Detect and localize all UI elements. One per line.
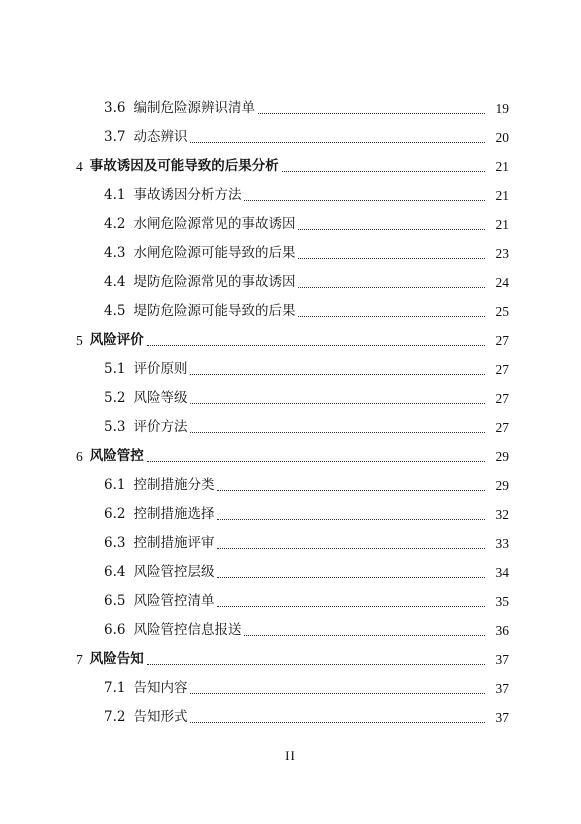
toc-entry-page-number: 37 xyxy=(495,709,509,725)
toc-entry-title: 水闸危险源常见的事故诱因 xyxy=(133,215,296,232)
toc-entry-number: 5.3 xyxy=(104,418,126,435)
toc-dot-leader xyxy=(298,229,485,230)
toc-entry-title: 风险管控层级 xyxy=(133,563,215,580)
toc-entry-title: 风险管控 xyxy=(89,447,144,464)
toc-dot-leader xyxy=(190,722,485,723)
toc-entry-number: 4.3 xyxy=(104,244,126,261)
toc-entry-title: 堤防危险源可能导致的后果 xyxy=(133,302,296,319)
toc-section-entry[interactable] xyxy=(0,181,581,210)
toc-entry-page-number: 29 xyxy=(495,448,509,464)
toc-entry-number: 6.5 xyxy=(104,592,126,609)
toc-section-entry[interactable] xyxy=(0,529,581,558)
toc-entry-title: 事故诱因及可能导致的后果分析 xyxy=(89,157,279,174)
toc-dot-leader xyxy=(147,461,485,462)
toc-chapter-entry[interactable] xyxy=(0,442,581,471)
toc-section-entry[interactable] xyxy=(0,413,581,442)
toc-entry-number: 7.1 xyxy=(104,679,126,696)
toc-entry-number: 4.5 xyxy=(104,302,126,319)
toc-entry-number: 4.1 xyxy=(104,186,126,203)
toc-chapter-entry[interactable] xyxy=(0,152,581,181)
toc-dot-leader xyxy=(217,606,485,607)
toc-dot-leader xyxy=(282,171,485,172)
toc-entry-title: 控制措施评审 xyxy=(133,534,215,551)
toc-entry-number: 5 xyxy=(76,332,83,348)
toc-entry-page-number: 32 xyxy=(495,506,509,522)
toc-entry-page-number: 27 xyxy=(495,419,509,435)
toc-entry-page-number: 36 xyxy=(495,622,509,638)
toc-entry-title: 告知形式 xyxy=(133,708,188,725)
toc-dot-leader xyxy=(217,519,485,520)
toc-section-entry[interactable] xyxy=(0,210,581,239)
toc-section-entry[interactable] xyxy=(0,123,581,152)
toc-section-entry[interactable] xyxy=(0,500,581,529)
toc-entry-number: 7.2 xyxy=(104,708,126,725)
toc-dot-leader xyxy=(190,142,485,143)
toc-entry-number: 4.2 xyxy=(104,215,126,232)
toc-dot-leader xyxy=(217,490,485,491)
toc-dot-leader xyxy=(217,548,485,549)
toc-entry-page-number: 25 xyxy=(495,303,509,319)
toc-section-entry[interactable] xyxy=(0,558,581,587)
toc-entry-title: 风险评价 xyxy=(89,331,144,348)
toc-entry-page-number: 21 xyxy=(495,187,509,203)
toc-dot-leader xyxy=(190,432,485,433)
toc-entry-page-number: 34 xyxy=(495,564,509,580)
toc-dot-leader xyxy=(298,258,485,259)
page-number-footer: II xyxy=(285,748,296,763)
toc-section-entry[interactable] xyxy=(0,384,581,413)
toc-dot-leader xyxy=(190,374,485,375)
toc-entry-title: 控制措施选择 xyxy=(133,505,215,522)
toc-dot-leader xyxy=(147,664,485,665)
toc-entry-title: 告知内容 xyxy=(133,679,188,696)
toc-entry-title: 编制危险源辨识清单 xyxy=(133,99,255,116)
toc-section-entry[interactable] xyxy=(0,703,581,732)
toc-entry-title: 风险告知 xyxy=(89,650,144,667)
toc-entry-number: 6.1 xyxy=(104,476,126,493)
table-of-contents xyxy=(0,94,581,732)
toc-entry-number: 3.7 xyxy=(104,128,126,145)
toc-dot-leader xyxy=(298,287,485,288)
toc-entry-number: 4 xyxy=(76,158,83,174)
toc-entry-number: 4.4 xyxy=(104,273,126,290)
toc-entry-page-number: 37 xyxy=(495,651,509,667)
toc-entry-title: 评价方法 xyxy=(133,418,188,435)
toc-entry-number: 3.6 xyxy=(104,99,126,116)
toc-entry-number: 5.1 xyxy=(104,360,126,377)
toc-entry-page-number: 27 xyxy=(495,361,509,377)
toc-entry-title: 风险管控信息报送 xyxy=(133,621,242,638)
toc-dot-leader xyxy=(190,403,485,404)
toc-entry-title: 事故诱因分析方法 xyxy=(133,186,242,203)
toc-entry-title: 堤防危险源常见的事故诱因 xyxy=(133,273,296,290)
toc-dot-leader xyxy=(190,693,485,694)
toc-entry-title: 风险管控清单 xyxy=(133,592,215,609)
toc-entry-number: 7 xyxy=(76,651,83,667)
toc-section-entry[interactable] xyxy=(0,94,581,123)
toc-section-entry[interactable] xyxy=(0,587,581,616)
toc-entry-page-number: 27 xyxy=(495,332,509,348)
toc-section-entry[interactable] xyxy=(0,297,581,326)
toc-entry-page-number: 23 xyxy=(495,245,509,261)
toc-entry-page-number: 29 xyxy=(495,477,509,493)
toc-entry-title: 动态辨识 xyxy=(133,128,188,145)
toc-dot-leader xyxy=(244,635,485,636)
toc-dot-leader xyxy=(217,577,485,578)
toc-entry-number: 6.2 xyxy=(104,505,126,522)
toc-entry-number: 6 xyxy=(76,448,83,464)
toc-chapter-entry[interactable] xyxy=(0,326,581,355)
toc-entry-number: 6.6 xyxy=(104,621,126,638)
toc-dot-leader xyxy=(244,200,485,201)
toc-entry-title: 水闸危险源可能导致的后果 xyxy=(133,244,296,261)
toc-entry-page-number: 27 xyxy=(495,390,509,406)
toc-entry-page-number: 33 xyxy=(495,535,509,551)
toc-entry-page-number: 24 xyxy=(495,274,509,290)
toc-entry-title: 评价原则 xyxy=(133,360,188,377)
toc-section-entry[interactable] xyxy=(0,268,581,297)
toc-entry-page-number: 21 xyxy=(495,158,509,174)
toc-dot-leader xyxy=(147,345,485,346)
toc-entry-title: 控制措施分类 xyxy=(133,476,215,493)
toc-section-entry[interactable] xyxy=(0,355,581,384)
toc-chapter-entry[interactable] xyxy=(0,645,581,674)
toc-section-entry[interactable] xyxy=(0,616,581,645)
toc-entry-title: 风险等级 xyxy=(133,389,188,406)
toc-entry-page-number: 20 xyxy=(495,129,509,145)
toc-entry-number: 6.3 xyxy=(104,534,126,551)
toc-entry-page-number: 19 xyxy=(495,100,509,116)
toc-entry-page-number: 35 xyxy=(495,593,509,609)
toc-entry-number: 6.4 xyxy=(104,563,126,580)
toc-entry-number: 5.2 xyxy=(104,389,126,406)
toc-dot-leader xyxy=(258,113,485,114)
toc-section-entry[interactable] xyxy=(0,471,581,500)
toc-entry-page-number: 21 xyxy=(495,216,509,232)
toc-entry-page-number: 37 xyxy=(495,680,509,696)
toc-section-entry[interactable] xyxy=(0,239,581,268)
toc-section-entry[interactable] xyxy=(0,674,581,703)
toc-dot-leader xyxy=(298,316,485,317)
